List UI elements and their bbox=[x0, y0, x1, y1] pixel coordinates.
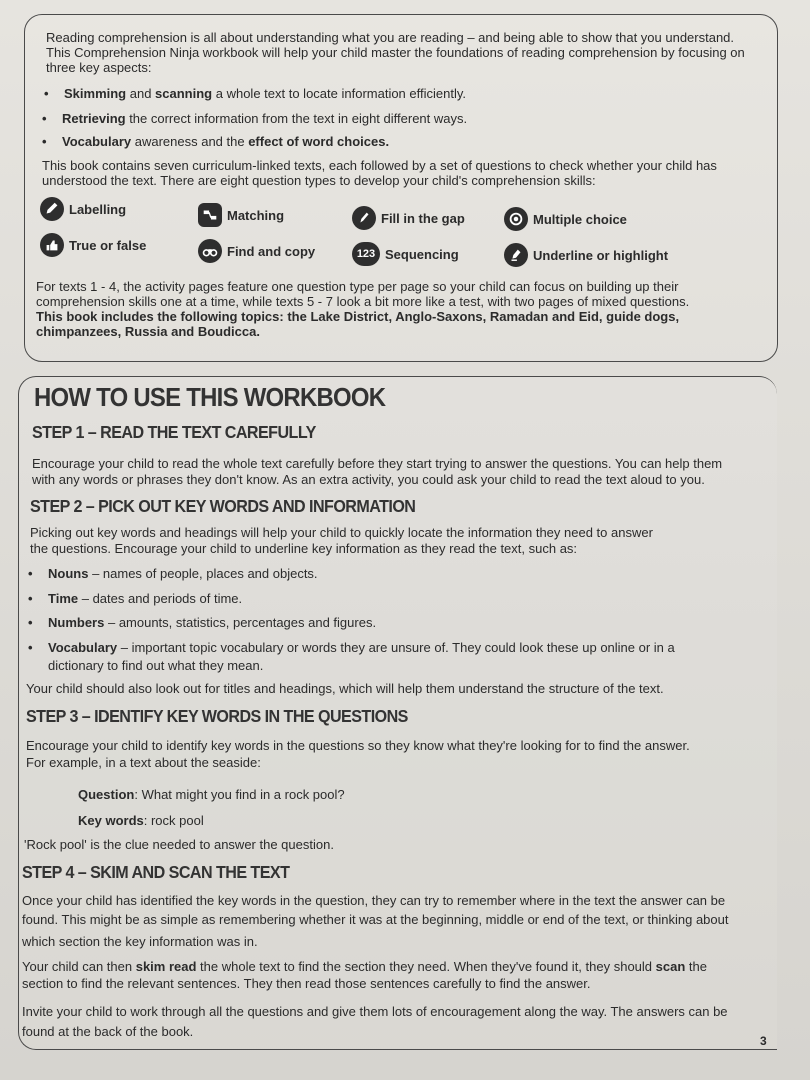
step-1-heading: STEP 1 – READ THE TEXT CAREFULLY bbox=[32, 422, 316, 442]
step-2-item-time: • Time – dates and periods of time. bbox=[48, 591, 242, 607]
question-type-fill-in-the-gap bbox=[352, 206, 465, 230]
step-2-heading: STEP 2 – PICK OUT KEY WORDS AND INFORMATION bbox=[30, 496, 416, 516]
question-type-labelling bbox=[40, 197, 126, 221]
target-icon bbox=[504, 207, 528, 231]
step-3-question-example: Question: What might you find in a rock pool? bbox=[78, 787, 345, 802]
pen-icon bbox=[352, 206, 376, 230]
question-type-underline-or-highlight bbox=[504, 243, 668, 267]
intro-bullet-retrieving: • Retrieving the correct information from the text in eight different ways. bbox=[62, 111, 467, 127]
step-3-text-line: Encourage your child to identify key words in the questions so they know what they're looking for to find the answer. bbox=[26, 738, 690, 753]
step-4-text-line: section to find the relevant sentences. They then read those sentences carefully to find the answer. bbox=[22, 976, 591, 991]
page-title: HOW TO USE THIS WORKBOOK bbox=[34, 382, 386, 412]
intro-text-line: understood the text. There are eight question types to develop your child's comprehension skills: bbox=[42, 173, 596, 188]
question-type-label: Sequencing bbox=[385, 246, 459, 262]
intro-text-line: Reading comprehension is all about understanding what you are reading – and being able to show that you understand. bbox=[46, 30, 735, 45]
intro-text-line: comprehension skills one at a time, while texts 5 - 7 look a bit more like a test, with two pages of mixed questions. bbox=[36, 294, 690, 309]
step-1-text-line: with any words or phrases they don't know. As an extra activity, you could ask your child to read the text aloud to you. bbox=[32, 472, 705, 487]
step-2-text-line: Picking out key words and headings will help your child to quickly locate the information they need to answer bbox=[30, 525, 653, 540]
step-3-heading: STEP 3 – IDENTIFY KEY WORDS IN THE QUESTIONS bbox=[26, 706, 408, 726]
question-type-multiple-choice bbox=[504, 207, 627, 231]
question-type-label: Find and copy bbox=[227, 243, 316, 259]
step-1-text-line: Encourage your child to read the whole text carefully before they start trying to answer the questions. You can help them bbox=[32, 456, 723, 471]
question-type-matching bbox=[198, 203, 284, 227]
step-4-text-line: Invite your child to work through all the questions and give them lots of encouragement along the way. The answers can be bbox=[22, 1004, 728, 1019]
step-2-text-line: the questions. Encourage your child to underline key information as they read the text, such as: bbox=[30, 541, 578, 556]
question-type-sequencing bbox=[352, 242, 459, 266]
step-3-keywords-example: Key words: rock pool bbox=[78, 813, 204, 828]
step-2-item-vocabulary: • Vocabulary – important topic vocabulary or words they are unsure of. They could look these up online or in a bbox=[48, 640, 675, 656]
intro-topics-line: This book includes the following topics: the Lake District, Anglo-Saxons, Ramadan and Eid, guide dogs, bbox=[36, 309, 680, 324]
intro-text-line: three key aspects: bbox=[46, 60, 152, 75]
question-type-label: Matching bbox=[227, 207, 285, 223]
step-4-text-line: Once your child has identified the key words in the question, they can try to remember where in the text the answer can be bbox=[22, 893, 726, 908]
step-4-heading: STEP 4 – SKIM AND SCAN THE TEXT bbox=[22, 862, 290, 882]
intro-text-line: This book contains seven curriculum-linked texts, each followed by a set of questions to check whether your child has bbox=[42, 158, 717, 173]
pencil-icon bbox=[40, 197, 64, 221]
step-3-closing: 'Rock pool' is the clue needed to answer the question. bbox=[24, 837, 334, 852]
step-4-text-line: found. This might be as simple as remembering whether it was at the beginning, middle or end of the text, or thinking about bbox=[22, 912, 729, 927]
intro-bullet-vocabulary: • Vocabulary awareness and the effect of word choices. bbox=[62, 134, 389, 150]
step-2-item-numbers: • Numbers – amounts, statistics, percentages and figures. bbox=[48, 615, 376, 631]
step-4-skim-scan-line: Your child can then skim read the whole text to find the section they need. When they've found it, they should scan the bbox=[22, 959, 707, 974]
intro-text-line: For texts 1 - 4, the activity pages feature one question type per page so your child can focus on building up their bbox=[36, 279, 679, 294]
question-type-true-or-false bbox=[40, 233, 146, 257]
step-2-item-vocabulary-cont: dictionary to find out what they mean. bbox=[48, 658, 264, 673]
intro-bullet-skimming: • Skimming and scanning a whole text to locate information efficiently. bbox=[64, 86, 466, 102]
step-4-text-line: which section the key information was in. bbox=[22, 934, 258, 949]
question-type-find-and-copy bbox=[198, 239, 315, 263]
step-4-text-line: found at the back of the book. bbox=[22, 1024, 194, 1039]
step-2-item-nouns: • Nouns – names of people, places and objects. bbox=[48, 566, 318, 582]
intro-text-line: This Comprehension Ninja workbook will help your child master the foundations of reading comprehension by focusing on bbox=[46, 45, 745, 60]
question-type-label: Multiple choice bbox=[533, 211, 627, 227]
intro-topics-line: chimpanzees, Russia and Boudicca. bbox=[36, 324, 260, 339]
question-type-label: Labelling bbox=[69, 201, 127, 217]
question-type-label: Underline or highlight bbox=[533, 247, 669, 263]
number-icon: 123 bbox=[352, 242, 380, 266]
step-2-closing: Your child should also look out for titles and headings, which will help them understand the structure of the text. bbox=[26, 681, 664, 696]
step-3-text-line: For example, in a text about the seaside: bbox=[26, 755, 261, 770]
question-type-label: Fill in the gap bbox=[381, 210, 465, 226]
highlighter-icon bbox=[504, 243, 528, 267]
thumbs-icon bbox=[40, 233, 64, 257]
question-type-label: True or false bbox=[69, 237, 147, 253]
binoculars-icon bbox=[198, 239, 222, 263]
page-number: 3 bbox=[760, 1034, 767, 1048]
matching-icon bbox=[198, 203, 222, 227]
